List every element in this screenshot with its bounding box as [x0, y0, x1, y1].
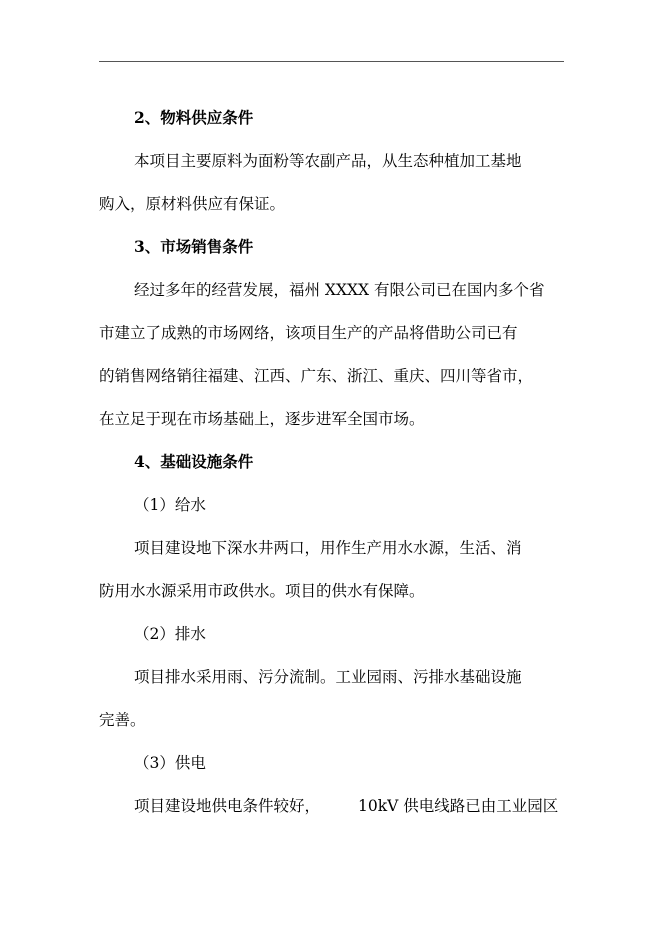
section-heading-material-supply: 2、物料供应条件	[134, 108, 254, 127]
paragraph-line: 防用水水源采用市政供水。项目的供水有保障。	[99, 582, 425, 600]
paragraph-line-continued: 10kV 供电线路已由工业园区	[358, 797, 559, 815]
paragraph-line: 市建立了成熟的市场网络，该项目生产的产品将借助公司已有	[99, 324, 518, 342]
subheading-water-supply: （1）给水	[134, 496, 206, 514]
paragraph-line: 在立足于现在市场基础上，逐步进军全国市场。	[99, 410, 425, 428]
header-rule	[99, 61, 564, 62]
section-heading-infrastructure: 4、基础设施条件	[134, 452, 254, 471]
paragraph-line: 项目建设地下深水井两口，用作生产用水水源，生活、消	[134, 539, 522, 557]
paragraph-line: 完善。	[99, 711, 146, 729]
paragraph-line: 经过多年的经营发展，福州 XXXX 有限公司已在国内多个省	[134, 281, 545, 299]
subheading-drainage: （2）排水	[134, 625, 206, 643]
paragraph-line: 项目排水采用雨、污分流制。工业园雨、污排水基础设施	[134, 668, 522, 686]
subheading-power-supply: （3）供电	[134, 754, 206, 772]
section-heading-market-sales: 3、市场销售条件	[134, 237, 254, 256]
paragraph-line: 购入，原材料供应有保证。	[99, 195, 286, 213]
paragraph-line: 项目建设地供电条件较好，	[134, 797, 321, 815]
paragraph-line: 的销售网络销往福建、江西、广东、浙江、重庆、四川等省市，	[99, 367, 534, 385]
paragraph-line: 本项目主要原料为面粉等农副产品，从生态种植加工基地	[134, 152, 522, 170]
